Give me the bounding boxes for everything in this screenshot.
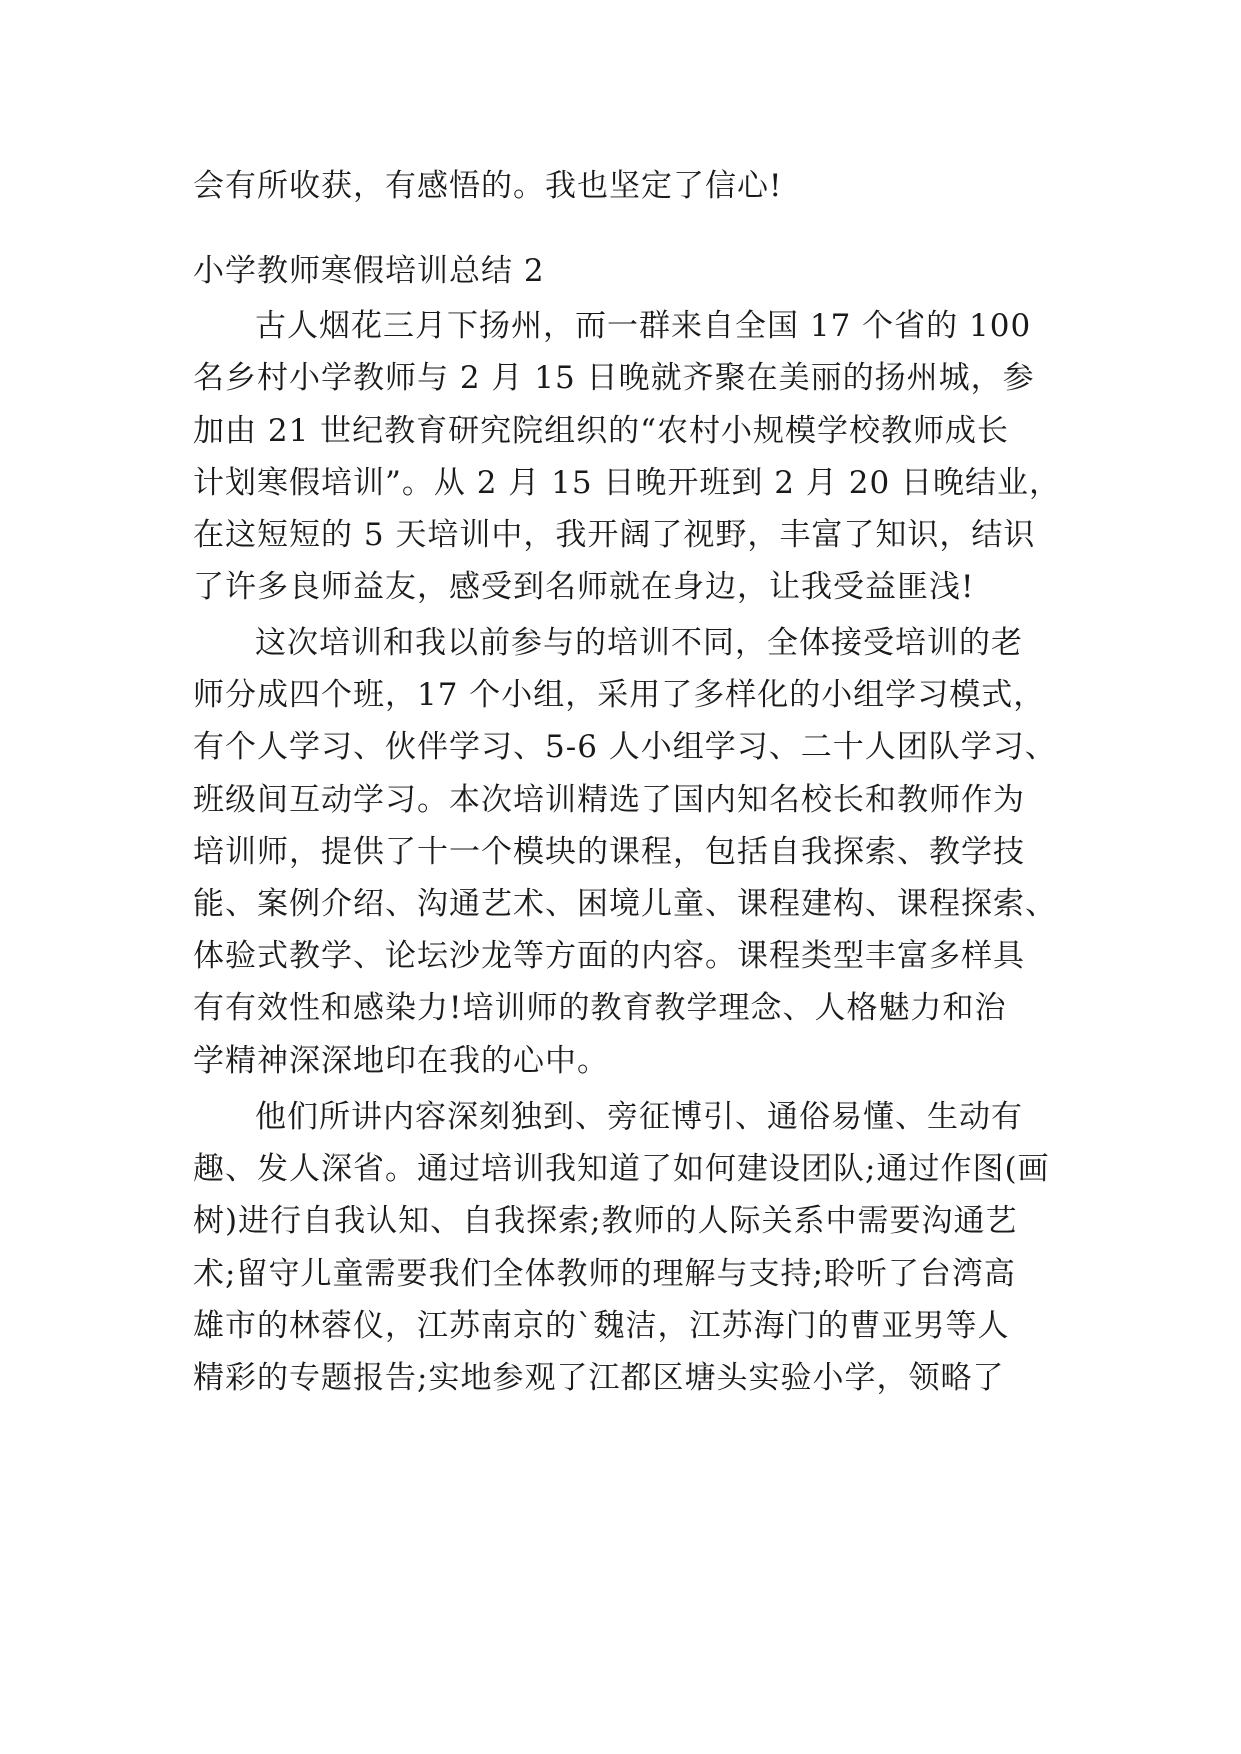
paragraph-line: 这次培训和我以前参与的培训不同，全体接受培训的老 — [255, 625, 1023, 661]
paragraph-line: 术;留守儿童需要我们全体教师的理解与支持;聆听了台湾高 — [193, 1256, 1016, 1292]
paragraph-line: 会有所收获，有感悟的。我也坚定了信心! — [193, 168, 783, 204]
paragraph-line: 加由 21 世纪教育研究院组织的“农村小规模学校教师成长 — [193, 413, 1009, 449]
paragraph-line: 树)进行自我认知、自我探索;教师的人际关系中需要沟通艺 — [193, 1203, 1018, 1239]
paragraph-line: 有有效性和感染力!培训师的教育教学理念、人格魅力和治 — [193, 990, 1007, 1026]
paragraph-line: 了许多良师益友，感受到名师就在身边，让我受益匪浅! — [193, 569, 975, 605]
paragraph-line: 有个人学习、伙伴学习、5-6 人小组学习、二十人团队学习、 — [193, 729, 1057, 765]
paragraph-line: 趣、发人深省。通过培训我知道了如何建设团队;通过作图(画 — [193, 1151, 1050, 1187]
paragraph-line: 名乡村小学教师与 2 月 15 日晚就齐聚在美丽的扬州城，参 — [193, 360, 1035, 396]
section-heading: 小学教师寒假培训总结 2 — [193, 253, 545, 289]
paragraph-line: 古人烟花三月下扬州，而一群来自全国 17 个省的 100 — [255, 308, 1032, 344]
paragraph-line: 师分成四个班，17 个小组，采用了多样化的小组学习模式， — [193, 677, 1046, 713]
paragraph-line: 能、案例介绍、沟通艺术、困境儿童、课程建构、课程探索、 — [193, 886, 1057, 922]
paragraph-line: 培训师，提供了十一个模块的课程，包括自我探索、教学技 — [193, 834, 1025, 870]
paragraph-line: 雄市的林蓉仪，江苏南京的`魏洁，江苏海门的曹亚男等人 — [193, 1308, 1010, 1344]
paragraph-line: 精彩的专题报告;实地参观了江都区塘头实验小学，领略了 — [193, 1360, 1005, 1396]
paragraph-line: 班级间互动学习。本次培训精选了国内知名校长和教师作为 — [193, 782, 1025, 818]
paragraph-line: 计划寒假培训”。从 2 月 15 日晚开班到 2 月 20 日晚结业， — [193, 465, 1062, 501]
paragraph-line: 在这短短的 5 天培训中，我开阔了视野，丰富了知识，结识 — [193, 517, 1036, 553]
paragraph-line: 他们所讲内容深刻独到、旁征博引、通俗易懂、生动有 — [255, 1099, 1023, 1135]
paragraph-line: 学精神深深地印在我的心中。 — [193, 1043, 609, 1079]
paragraph-line: 体验式教学、论坛沙龙等方面的内容。课程类型丰富多样具 — [193, 938, 1025, 974]
